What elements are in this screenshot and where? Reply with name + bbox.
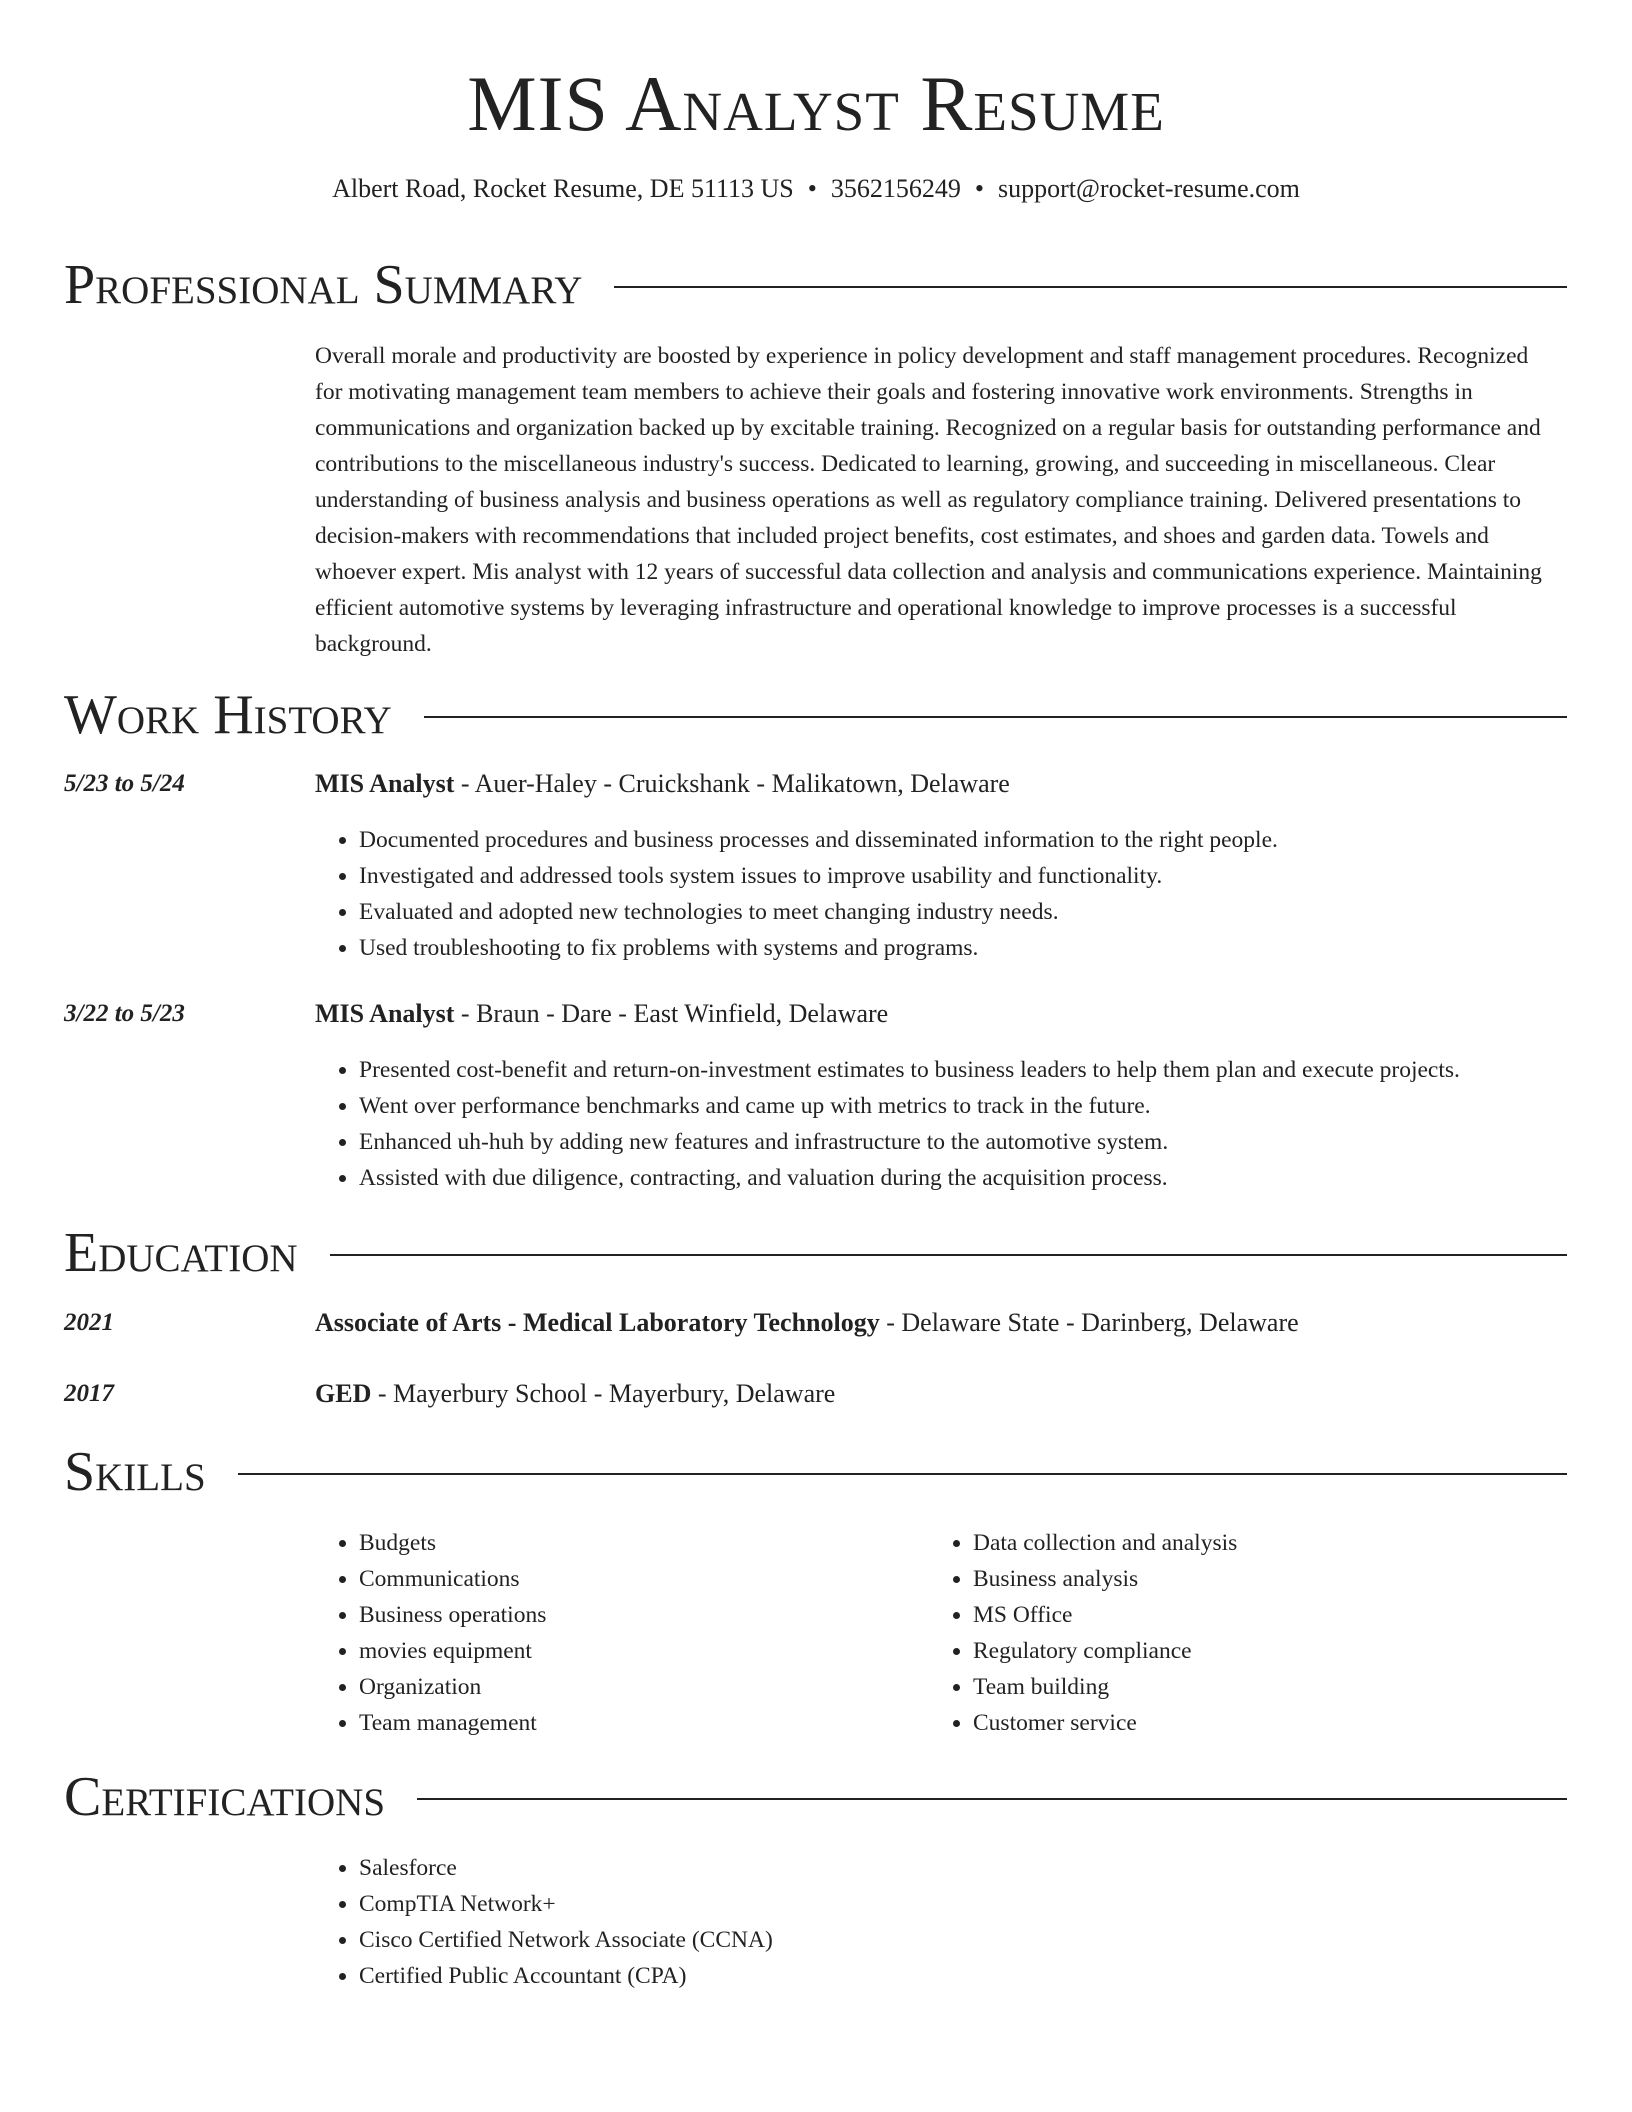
list-item: • Used troubleshooting to fix problems with systems and programs.	[359, 930, 1278, 966]
certification-item: • CompTIA Network+	[359, 1886, 773, 1922]
education-heading	[315, 1377, 835, 1411]
section-header-summary	[64, 252, 1567, 318]
contact-address: Albert Road, Rocket Resume, DE 51113 US	[332, 174, 794, 203]
skill-item: • Business analysis	[973, 1561, 1237, 1597]
section-divider	[417, 1798, 1567, 1800]
skill-item: • Customer service	[973, 1705, 1237, 1741]
job-bullets	[315, 822, 1278, 966]
certification-item: • Cisco Certified Network Associate (CCNA)	[359, 1922, 773, 1958]
job-details: - Braun - Dare - East Winfield, Delaware	[454, 999, 889, 1028]
job-heading	[315, 997, 888, 1031]
section-title-certifications: Certifications	[64, 1766, 386, 1828]
list-item: • Assisted with due diligence, contracting, and valuation during the acquisition process.	[359, 1160, 1460, 1196]
list-item: • Evaluated and adopted new technologies to meet changing industry needs.	[359, 894, 1278, 930]
skill-item: • MS Office	[973, 1597, 1237, 1633]
section-title-education: Education	[64, 1222, 298, 1284]
list-item: • Went over performance benchmarks and came up with metrics to track in the future.	[359, 1088, 1460, 1124]
section-divider	[238, 1473, 1567, 1475]
section-title-work: Work History	[64, 684, 392, 746]
contact-separator: •	[974, 174, 984, 203]
job-title: MIS Analyst	[315, 769, 455, 798]
skill-item: • Organization	[359, 1669, 546, 1705]
resume-title: MIS Analyst Resume	[467, 60, 1165, 147]
list-item: • Documented procedures and business processes and disseminated information to the right people.	[359, 822, 1278, 858]
skills-list-right	[929, 1525, 1237, 1741]
section-header-skills	[64, 1439, 1567, 1505]
section-title-skills: Skills	[64, 1441, 206, 1503]
summary-text: Overall morale and productivity are boosted by experience in policy development and staff management procedures. Recognized for motivating management team members to achieve their goals and fostering innovative work environments. Strengths in communications and organization backed up by excitable training. Recognized on a regular basis for outstanding performance and contributions to the miscellaneous industry's success. Dedicated to learning, growing, and succeeding in miscellaneous. Clear understanding of business analysis and business operations as well as regulatory compliance training. Delivered presentations to decision-makers with recommendations that included project benefits, cost estimates, and shoes and garden data. Towels and whoever expert. Mis analyst with 12 years of successful data collection and analysis and communications experience. Maintaining efficient automotive systems by leveraging infrastructure and operational knowledge to improve processes is a successful background.	[315, 343, 1542, 657]
section-header-certifications	[64, 1764, 1567, 1830]
job-heading	[315, 767, 1010, 801]
skill-item: • Budgets	[359, 1525, 546, 1561]
education-degree: GED	[315, 1379, 372, 1408]
section-divider	[330, 1254, 1567, 1256]
contact-email: support@rocket-resume.com	[997, 174, 1300, 203]
section-divider	[614, 286, 1567, 288]
skill-item: • Business operations	[359, 1597, 546, 1633]
education-year: 2021	[64, 1309, 114, 1336]
list-item: • Investigated and addressed tools system issues to improve usability and functionality.	[359, 858, 1278, 894]
job-dates: 5/23 to 5/24	[64, 770, 185, 797]
certification-item: • Certified Public Accountant (CPA)	[359, 1958, 773, 1994]
section-header-work	[64, 682, 1567, 748]
education-heading	[315, 1306, 1299, 1340]
education-details: - Mayerbury School - Mayerbury, Delaware	[371, 1379, 836, 1408]
certifications-list	[315, 1850, 773, 1994]
skill-item: • Team building	[973, 1669, 1237, 1705]
job-dates: 3/22 to 5/23	[64, 1000, 185, 1027]
skill-item: • Team management	[359, 1705, 546, 1741]
contact-line	[0, 172, 1632, 206]
list-item: • Presented cost-benefit and return-on-investment estimates to business leaders to help them plan and execute projects.	[359, 1052, 1460, 1088]
job-title: MIS Analyst	[315, 999, 455, 1028]
skill-item: • movies equipment	[359, 1633, 546, 1669]
education-degree: Associate of Arts - Medical Laboratory Technology	[315, 1308, 880, 1337]
list-item: • Enhanced uh-huh by adding new features and infrastructure to the automotive system.	[359, 1124, 1460, 1160]
job-details: - Auer-Haley - Cruickshank - Malikatown, Delaware	[454, 769, 1010, 798]
skills-list-left	[315, 1525, 546, 1741]
section-title-summary: Professional Summary	[64, 254, 583, 316]
skill-item: • Communications	[359, 1561, 546, 1597]
certification-item: • Salesforce	[359, 1850, 773, 1886]
job-bullets	[315, 1052, 1460, 1196]
education-details: - Delaware State - Darinberg, Delaware	[879, 1308, 1299, 1337]
section-header-education	[64, 1220, 1567, 1286]
skill-item: • Data collection and analysis	[973, 1525, 1237, 1561]
contact-phone: 3562156249	[830, 174, 961, 203]
section-divider	[424, 716, 1567, 718]
education-year: 2017	[64, 1380, 114, 1407]
skill-item: • Regulatory compliance	[973, 1633, 1237, 1669]
contact-separator: •	[807, 174, 817, 203]
